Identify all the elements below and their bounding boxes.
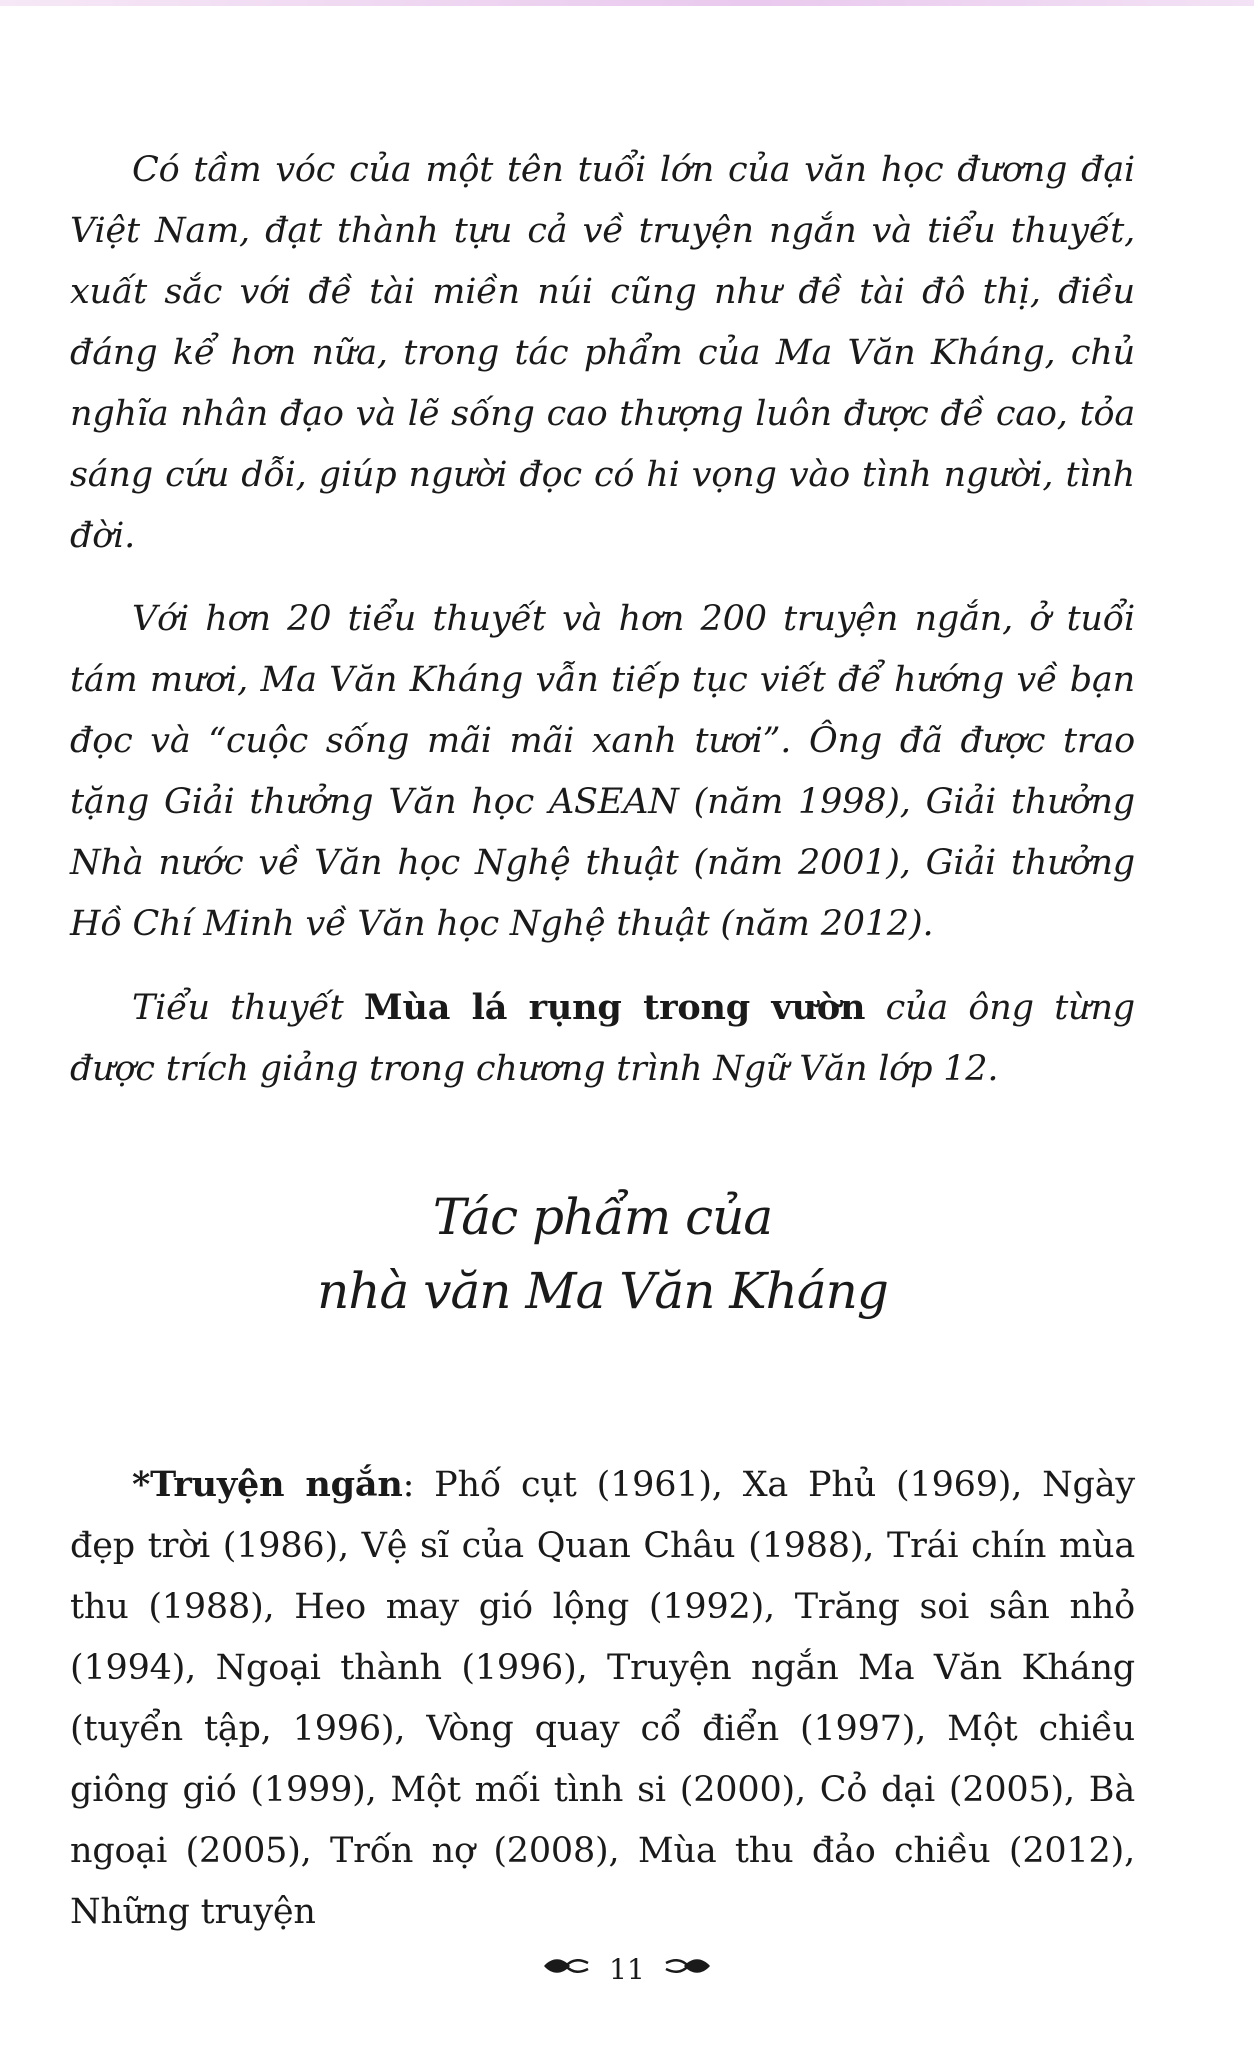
page-footer (0, 1951, 1254, 1987)
section-title (70, 1180, 1135, 1328)
leaf-ornament-right-icon (662, 1953, 712, 1987)
top-color-strip (0, 0, 1254, 6)
paragraph-3 (70, 977, 1135, 1100)
novel-title: Mùa lá rụng trong vườn (363, 987, 866, 1028)
short-stories-paragraph (70, 1454, 1135, 1943)
section-title-line-2: nhà văn Ma Văn Kháng (317, 1262, 888, 1320)
short-stories-label: *Truyện ngắn (132, 1464, 403, 1505)
short-stories-text: : Phố cụt (1961), Xa Phủ (1969), Ngày đẹp trời (1986), Vệ sĩ của Quan Châu (1988), Trái chín mùa thu (1988), Heo may gió lộng (1992), Trăng soi sân nhỏ (1994), Ngoại thành (1996), Truyện ngắn Ma Văn Kháng (tuyển tập, 1996), Vòng quay cổ điển (1997), Một chiều giông gió (1999), Một mối tình si (2000), Cỏ dại (2005), Bà ngoại (2005), Trốn nợ (2008), Mùa thu đảo chiều (2012), Những truyện (70, 1465, 1135, 1932)
section-title-line-1: Tác phẩm của (432, 1188, 773, 1246)
leaf-ornament-left-icon (542, 1953, 592, 1987)
paragraph-3-before: Tiểu thuyết (132, 988, 364, 1028)
page-number: 11 (609, 1952, 645, 1986)
works-list (70, 1454, 1135, 1965)
biography-section (70, 140, 1135, 1122)
paragraph-3-after: của ông từng được trích giảng trong chương trình Ngữ Văn lớp 12. (70, 988, 1135, 1089)
paragraph-2: Với hơn 20 tiểu thuyết và hơn 200 truyện ngắn, ở tuổi tám mươi, Ma Văn Kháng vẫn tiếp tục viết để hướng về bạn đọc và “cuộc sống mãi mãi xanh tươi”. Ông đã được trao tặng Giải thưởng Văn học ASEAN (năm 1998), Giải thưởng Nhà nước về Văn học Nghệ thuật (năm 2001), Giải thưởng Hồ Chí Minh về Văn học Nghệ thuật (năm 2012). (70, 599, 1135, 944)
paragraph-1: Có tầm vóc của một tên tuổi lớn của văn học đương đại Việt Nam, đạt thành tựu cả về truyện ngắn và tiểu thuyết, xuất sắc với đề tài miền núi cũng như đề tài đô thị, điều đáng kể hơn nữa, trong tác phẩm của Ma Văn Kháng, chủ nghĩa nhân đạo và lẽ sống cao thượng luôn được đề cao, tỏa sáng cứu dỗi, giúp người đọc có hi vọng vào tình người, tình đời. (70, 150, 1135, 556)
